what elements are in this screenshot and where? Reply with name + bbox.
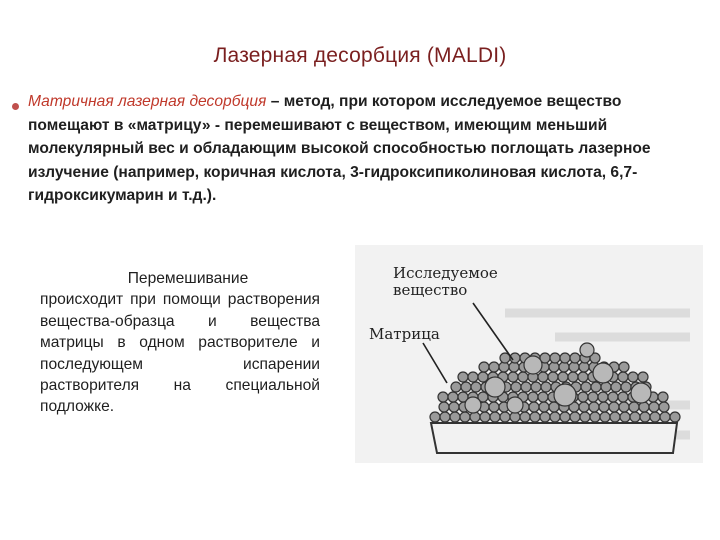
matrix-particle: [620, 412, 630, 422]
matrix-particle: [490, 412, 500, 422]
sample-label: Исследуемое вещество: [393, 264, 498, 299]
matrix-particle: [560, 353, 570, 363]
matrix-particle: [439, 402, 449, 412]
matrix-particle: [660, 412, 670, 422]
matrix-particle: [568, 372, 578, 382]
slide-title: Лазерная десорбция (MALDI): [213, 44, 507, 67]
matrix-particle: [629, 402, 639, 412]
matrix-particle: [599, 402, 609, 412]
sample-particle: [593, 363, 613, 383]
matrix-particle: [539, 402, 549, 412]
matrix-particle: [591, 382, 601, 392]
matrix-particle: [590, 412, 600, 422]
matrix-particle: [479, 362, 489, 372]
matrix-particle: [581, 382, 591, 392]
matrix-particle: [550, 412, 560, 422]
matrix-particle: [659, 402, 669, 412]
matrix-particle: [440, 412, 450, 422]
matrix-label: Матрица: [369, 325, 440, 343]
mixing-paragraph: [40, 268, 320, 418]
definition-term: Матричная лазерная десорбция: [28, 93, 267, 110]
matrix-particle: [630, 412, 640, 422]
sample-particle: [554, 384, 576, 406]
matrix-particle: [570, 412, 580, 422]
matrix-particle: [489, 362, 499, 372]
matrix-particle: [480, 412, 490, 422]
matrix-particle: [598, 392, 608, 402]
matrix-particle: [458, 372, 468, 382]
matrix-particle: [628, 372, 638, 382]
matrix-particle: [538, 372, 548, 382]
matrix-particle: [530, 412, 540, 422]
sample-particle: [507, 397, 523, 413]
matrix-particle: [518, 372, 528, 382]
particle-layer: [430, 343, 680, 422]
matrix-particle: [578, 372, 588, 382]
matrix-particle: [658, 392, 668, 402]
matrix-particle: [449, 402, 459, 412]
matrix-particle: [438, 392, 448, 402]
matrix-particle: [478, 372, 488, 382]
matrix-particle: [540, 412, 550, 422]
matrix-particle: [529, 402, 539, 412]
matrix-particle: [578, 392, 588, 402]
matrix-particle: [558, 372, 568, 382]
matrix-particle: [500, 412, 510, 422]
matrix-particle: [511, 382, 521, 392]
matrix-particle: [650, 412, 660, 422]
matrix-particle: [520, 412, 530, 422]
bullet-icon: [12, 103, 19, 110]
sample-particle: [524, 356, 542, 374]
matrix-particle: [470, 412, 480, 422]
definition-paragraph: [28, 90, 660, 208]
matrix-particle: [638, 372, 648, 382]
sample-particle: [580, 343, 594, 357]
matrix-particle: [548, 372, 558, 382]
mixing-heading: Перемешивание: [127, 270, 249, 287]
matrix-particle: [521, 382, 531, 392]
matrix-particle: [579, 402, 589, 412]
matrix-pointer-line: [423, 343, 447, 383]
matrix-particle: [430, 412, 440, 422]
matrix-particle: [528, 392, 538, 402]
matrix-particle: [588, 392, 598, 402]
matrix-particle: [560, 412, 570, 422]
matrix-particle: [531, 382, 541, 392]
definition-text: – метод, при котором исследуемое вещество помещают в «матрицу» - перемешивают с веществом, имеющим меньший молекулярный вес и обладающим высокой способностью поглощать лазерное излучение (например, коричная кислота, 3-гидроксипиколиновая кислота, 6,7-гидроксикумарин и т.д.).: [28, 93, 651, 205]
matrix-particle: [619, 362, 629, 372]
matrix-particle: [489, 402, 499, 412]
matrix-particle: [580, 412, 590, 422]
matrix-particle: [570, 353, 580, 363]
matrix-particle: [618, 372, 628, 382]
matrix-particle: [621, 382, 631, 392]
matrix-particle: [550, 353, 560, 363]
mixing-text: происходит при помощи растворения вещества-образца и вещества матрицы в одном растворителе и последующем испарении растворителя на специальной подложке.: [40, 291, 320, 416]
matrix-particle: [670, 412, 680, 422]
substrate-plate: [431, 423, 677, 453]
matrix-particle: [611, 382, 621, 392]
matrix-particle: [538, 392, 548, 402]
matrix-particle: [619, 402, 629, 412]
matrix-particle: [448, 392, 458, 402]
sample-particle: [485, 377, 505, 397]
sample-particle: [631, 383, 651, 403]
sample-particle: [465, 397, 481, 413]
matrix-particle: [649, 402, 659, 412]
matrix-particle: [610, 412, 620, 422]
matrix-particle: [508, 372, 518, 382]
matrix-particle: [609, 402, 619, 412]
matrix-particle: [541, 382, 551, 392]
matrix-particle: [608, 392, 618, 402]
matrix-particle: [600, 412, 610, 422]
matrix-particle: [451, 382, 461, 392]
matrix-particle: [618, 392, 628, 402]
matrix-particle: [450, 412, 460, 422]
maldi-sample-figure: [355, 245, 703, 463]
matrix-particle: [468, 372, 478, 382]
matrix-particle: [589, 402, 599, 412]
matrix-particle: [471, 382, 481, 392]
matrix-particle: [461, 382, 471, 392]
matrix-particle: [460, 412, 470, 422]
matrix-particle: [640, 412, 650, 422]
